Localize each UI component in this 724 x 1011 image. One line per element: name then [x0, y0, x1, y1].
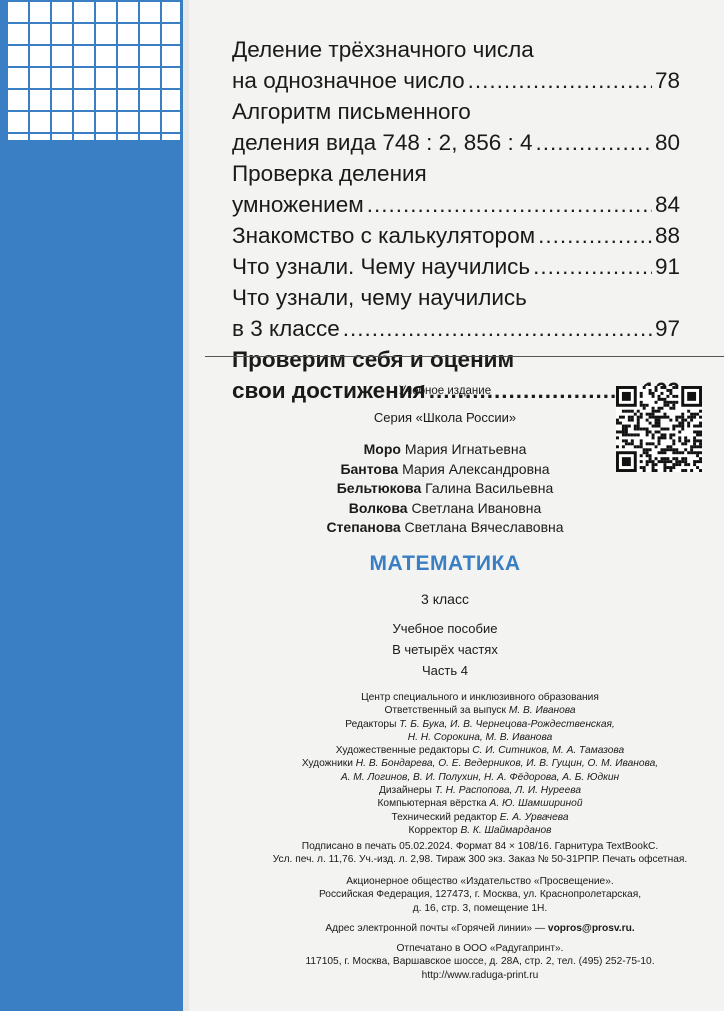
staff-line — [200, 797, 724, 810]
publisher-line: Российская Федерация, 127473, г. Москва, ул. Краснопролетарская, — [318, 889, 642, 901]
toc-page-number: 80 — [654, 130, 680, 155]
toc-entry[interactable] — [232, 220, 680, 251]
grade-label: 3 класс — [421, 591, 469, 607]
author-surname: Моро — [363, 441, 401, 457]
email-label: Адрес электронной почты «Горячей линии» — — [325, 923, 546, 934]
staff-line — [200, 784, 724, 797]
print-info-block — [200, 840, 724, 867]
staff-names: Н. В. Бондарева, О. Е. Ведерников, И. В. Гущин, О. М. Иванова, — [355, 758, 659, 770]
part-label: Часть 4 — [422, 663, 468, 678]
author — [200, 499, 690, 519]
toc-entry-title: на однозначное число — [232, 68, 465, 93]
author-surname: Бельтюкова — [336, 480, 422, 496]
printer-block — [200, 942, 724, 982]
staff-names: А. Ю. Шамшириной — [489, 798, 583, 810]
center-label: Центр специального и инклюзивного образования — [361, 692, 599, 703]
leader-dots — [468, 65, 652, 96]
toc-entry[interactable] — [232, 65, 680, 96]
staff-role: Корректор — [408, 824, 458, 836]
author-surname: Степанова — [326, 519, 401, 535]
staff-role: Редакторы — [345, 718, 397, 730]
toc-page-number: 88 — [654, 223, 680, 248]
staff-line — [200, 824, 724, 837]
book-title: МАТЕМАТИКА — [369, 552, 521, 575]
staff-role: Технический редактор — [391, 811, 497, 823]
printer-line: 117105, г. Москва, Варшавское шоссе, д. 28А, стр. 2, тел. (495) 252-75-10. — [305, 956, 655, 968]
staff-line — [200, 731, 724, 744]
authors-list — [200, 440, 690, 538]
print-info-line: Усл. печ. л. 11,76. Уч.-изд. л. 2,98. Тираж 300 экз. Заказ № 50-31РПР. Печать офсетная. — [272, 854, 688, 866]
staff-role: Дизайнеры — [378, 785, 432, 797]
toc-entry[interactable] — [232, 251, 680, 282]
author-name: Светлана Вячеславовна — [404, 519, 564, 535]
author-surname: Бантова — [340, 460, 399, 477]
publisher-line: д. 16, стр. 3, помещение 1Н. — [412, 902, 548, 914]
parts-label: В четырёх частях — [392, 642, 498, 657]
staff-names: М. В. Иванова — [508, 705, 576, 717]
email-block — [200, 922, 724, 935]
toc-line: Деление трёхзначного числа — [232, 37, 534, 62]
author-name: Светлана Ивановна — [411, 499, 542, 516]
toc-entry-title: Знакомство с калькулятором — [232, 223, 536, 248]
staff-role: Ответственный за выпуск — [384, 705, 506, 717]
staff-names: А. М. Логинов, В. И. Полухин, Н. А. Фёдорова, А. Б. Юдкин — [340, 771, 620, 783]
staff-names: С. И. Ситников, М. А. Тамазова — [472, 745, 625, 757]
toc-entry-title: в 3 классе — [232, 316, 340, 341]
toc-entry-title: свои достижения — [232, 378, 426, 403]
author — [200, 479, 690, 499]
toc-entry-title: Что узнали. Чему научились — [232, 254, 531, 279]
staff-names: Т. Б. Бука, И. В. Чернецова-Рождественская, — [399, 718, 615, 730]
staff-role: Художественные редакторы — [335, 745, 470, 757]
toc-line: Проверим себя и оценим — [232, 347, 515, 372]
author-surname: Волкова — [348, 499, 408, 516]
staff-names: В. К. Шаймарданов — [460, 824, 552, 836]
staff-line — [200, 744, 724, 757]
publisher-block — [200, 875, 724, 915]
toc-entry-title: деления вида 748 : 2, 856 : 4 — [232, 130, 533, 155]
table-of-contents — [232, 34, 680, 406]
left-blue-strip — [0, 0, 183, 1011]
grid-pattern — [6, 0, 180, 140]
email-link[interactable]: vopros@prosv.ru. — [547, 923, 635, 934]
staff-line — [200, 771, 724, 784]
book-type-label: Учебное пособие — [392, 621, 498, 636]
staff-list — [200, 704, 724, 837]
staff-role: Компьютерная вёрстка — [377, 798, 487, 810]
page-edge — [183, 0, 189, 1011]
toc-entry-title: умножением — [232, 192, 364, 217]
staff-line — [200, 757, 724, 770]
series-label: Серия «Школа России» — [373, 410, 517, 425]
staff-names: Т. Н. Распопова, Л. И. Нуреева — [434, 785, 582, 797]
staff-role: Художники — [301, 758, 353, 770]
author — [200, 460, 690, 480]
toc-page-number: 97 — [654, 316, 680, 341]
author-name: Мария Игнатьевна — [404, 441, 527, 457]
leader-dots — [533, 251, 652, 282]
staff-names: Н. Н. Сорокина, М. В. Иванова — [407, 731, 553, 743]
toc-line: Что узнали, чему научились — [232, 285, 527, 310]
edition-label: Учебное издание — [398, 385, 492, 397]
toc-line: Проверка деления — [232, 161, 427, 186]
print-info-line: Подписано в печать 05.02.2024. Формат 84 × 108/16. Гарнитура TextBookC. — [301, 841, 659, 852]
toc-entry[interactable] — [232, 189, 680, 220]
printer-line: http://www.raduga-print.ru — [421, 969, 539, 981]
author-name: Галина Васильевна — [425, 480, 554, 496]
separator-line — [205, 356, 724, 357]
credits-block — [200, 691, 724, 837]
leader-dots — [367, 189, 652, 220]
author — [200, 440, 690, 460]
printer-line: Отпечатано в ООО «Радугапринт». — [396, 943, 564, 954]
toc-page-number: 78 — [654, 68, 680, 93]
publisher-line: Акционерное общество «Издательство «Просвещение». — [346, 876, 614, 887]
toc-page-number: 84 — [654, 192, 680, 217]
author-name: Мария Александровна — [402, 460, 550, 477]
leader-dots — [538, 220, 652, 251]
staff-line — [200, 718, 724, 731]
toc-page-number: 91 — [654, 254, 680, 279]
toc-entry[interactable] — [232, 313, 680, 344]
author — [200, 518, 690, 538]
leader-dots — [536, 127, 652, 158]
leader-dots — [343, 313, 652, 344]
toc-entry[interactable] — [232, 127, 680, 158]
staff-names: Е. А. Урвачева — [499, 811, 569, 823]
toc-line: Алгоритм письменного — [232, 99, 471, 124]
staff-line — [200, 811, 724, 824]
staff-line — [200, 704, 724, 717]
